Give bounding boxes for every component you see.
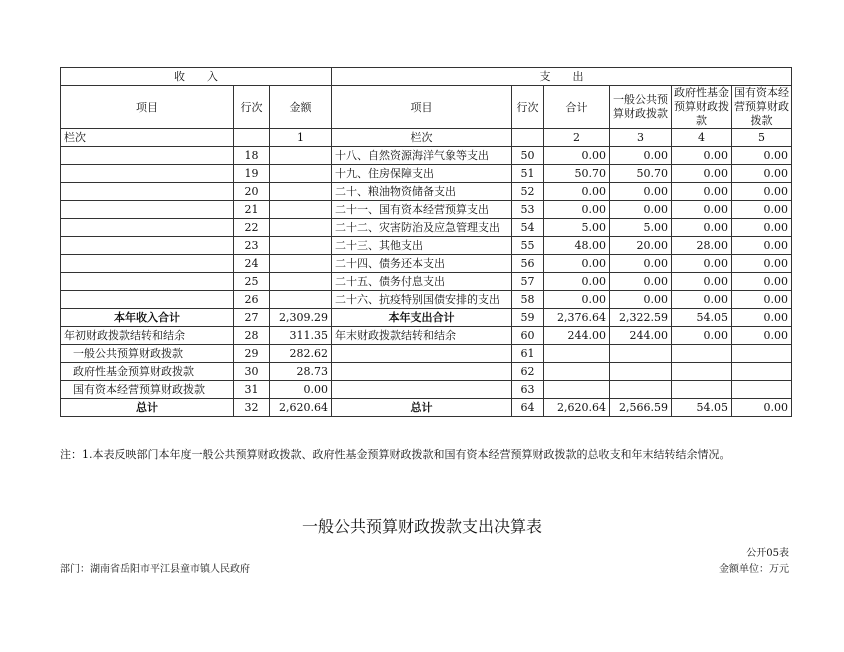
- row-total: 0.00: [544, 201, 610, 219]
- row-item-right: 二十二、灾害防治及应急管理支出: [332, 219, 512, 237]
- row-state: 0.00: [732, 183, 792, 201]
- row-fund: 0.00: [672, 255, 732, 273]
- row-fund: 0.00: [672, 201, 732, 219]
- row-state: 0.00: [732, 147, 792, 165]
- row-amount: [270, 219, 332, 237]
- row-item-right: 二十四、债务还本支出: [332, 255, 512, 273]
- row-line-left: 26: [234, 291, 270, 309]
- row-fund: 0.00: [672, 219, 732, 237]
- row-general: 0.00: [610, 147, 672, 165]
- row-general: [610, 381, 672, 399]
- row-item-right: 二十、粮油物资储备支出: [332, 183, 512, 201]
- row-state: 0.00: [732, 201, 792, 219]
- row-total: [544, 363, 610, 381]
- row-line-left: 29: [234, 345, 270, 363]
- table-row: [61, 309, 792, 327]
- row-fund: 0.00: [672, 327, 732, 345]
- header-fund: 政府性基金预算财政拨款: [672, 86, 732, 129]
- row-line-left: 20: [234, 183, 270, 201]
- row-general: 2,566.59: [610, 399, 672, 417]
- colnum-total: 2: [544, 129, 610, 147]
- table-row: [61, 255, 792, 273]
- row-item-left: 国有资本经营预算财政拨款: [61, 381, 234, 399]
- row-general: 0.00: [610, 201, 672, 219]
- row-total: 2,376.64: [544, 309, 610, 327]
- row-line-left: 24: [234, 255, 270, 273]
- row-amount: [270, 183, 332, 201]
- row-line-right: 64: [512, 399, 544, 417]
- row-total: [544, 381, 610, 399]
- expense-group-header: 支 出: [332, 68, 792, 86]
- row-amount: [270, 237, 332, 255]
- row-line-right: 57: [512, 273, 544, 291]
- row-item-left: 本年收入合计: [61, 309, 234, 327]
- fiscal-summary-table: [60, 67, 792, 417]
- row-item-right: 二十六、抗疫特别国债安排的支出: [332, 291, 512, 309]
- row-amount: [270, 291, 332, 309]
- row-item-left: [61, 273, 234, 291]
- row-fund: 0.00: [672, 291, 732, 309]
- row-item-left: 政府性基金预算财政拨款: [61, 363, 234, 381]
- table-row: [61, 327, 792, 345]
- row-item-right: [332, 345, 512, 363]
- row-fund: 54.05: [672, 399, 732, 417]
- row-total: 0.00: [544, 255, 610, 273]
- row-item-right: 二十一、国有资本经营预算支出: [332, 201, 512, 219]
- row-line-right: 60: [512, 327, 544, 345]
- row-total: 244.00: [544, 327, 610, 345]
- table-row: [61, 219, 792, 237]
- row-item-right: [332, 363, 512, 381]
- row-state: [732, 363, 792, 381]
- table-row: [61, 363, 792, 381]
- table-row: [61, 201, 792, 219]
- row-total: 0.00: [544, 183, 610, 201]
- row-item-right: 二十三、其他支出: [332, 237, 512, 255]
- row-fund: 0.00: [672, 183, 732, 201]
- row-line-right: 58: [512, 291, 544, 309]
- table-note: 注：1.本表反映部门本年度一般公共预算财政拨款、政府性基金预算财政拨款和国有资本经营预算财政拨款的总收支和年末结转结余情况。: [60, 448, 731, 461]
- row-fund: 54.05: [672, 309, 732, 327]
- table-code: 公开05表: [746, 548, 789, 559]
- row-state: 0.00: [732, 309, 792, 327]
- row-general: 50.70: [610, 165, 672, 183]
- row-fund: 28.00: [672, 237, 732, 255]
- row-amount: [270, 201, 332, 219]
- row-amount: [270, 255, 332, 273]
- row-amount: 2,620.64: [270, 399, 332, 417]
- header-line-left: 行次: [234, 86, 270, 129]
- header-item-left: 项目: [61, 86, 234, 129]
- row-general: 2,322.59: [610, 309, 672, 327]
- row-item-right: [332, 381, 512, 399]
- row-line-right: 53: [512, 201, 544, 219]
- row-line-left: 28: [234, 327, 270, 345]
- row-state: 0.00: [732, 399, 792, 417]
- row-item-right: 十八、自然资源海洋气象等支出: [332, 147, 512, 165]
- table-row: [61, 183, 792, 201]
- row-line-left: 21: [234, 201, 270, 219]
- row-general: [610, 345, 672, 363]
- row-fund: 0.00: [672, 273, 732, 291]
- table-row: [61, 399, 792, 417]
- row-item-left: [61, 291, 234, 309]
- row-amount: 0.00: [270, 381, 332, 399]
- row-state: 0.00: [732, 237, 792, 255]
- table-row: [61, 165, 792, 183]
- row-line-left: 30: [234, 363, 270, 381]
- row-amount: [270, 273, 332, 291]
- row-fund: [672, 363, 732, 381]
- row-line-right: 56: [512, 255, 544, 273]
- table-row: [61, 381, 792, 399]
- row-state: 0.00: [732, 219, 792, 237]
- row-total: 2,620.64: [544, 399, 610, 417]
- row-line-left: 32: [234, 399, 270, 417]
- row-item-left: [61, 183, 234, 201]
- row-state: 0.00: [732, 165, 792, 183]
- row-line-right: 54: [512, 219, 544, 237]
- row-fund: 0.00: [672, 165, 732, 183]
- row-line-right: 59: [512, 309, 544, 327]
- row-line-right: 50: [512, 147, 544, 165]
- row-amount: 282.62: [270, 345, 332, 363]
- table-row: [61, 291, 792, 309]
- row-general: 0.00: [610, 291, 672, 309]
- table-row: [61, 273, 792, 291]
- row-total: 48.00: [544, 237, 610, 255]
- row-fund: [672, 381, 732, 399]
- row-item-left: [61, 219, 234, 237]
- table-row: [61, 345, 792, 363]
- row-line-left: 27: [234, 309, 270, 327]
- row-amount: [270, 147, 332, 165]
- income-group-header: 收 入: [61, 68, 332, 86]
- row-state: [732, 345, 792, 363]
- row-general: 244.00: [610, 327, 672, 345]
- row-item-right: 十九、住房保障支出: [332, 165, 512, 183]
- row-total: 0.00: [544, 273, 610, 291]
- row-line-right: 51: [512, 165, 544, 183]
- row-item-right: 总计: [332, 399, 512, 417]
- row-item-left: 一般公共预算财政拨款: [61, 345, 234, 363]
- colnum-state: 5: [732, 129, 792, 147]
- header-item-right: 项目: [332, 86, 512, 129]
- header-amount: 金额: [270, 86, 332, 129]
- row-item-left: [61, 237, 234, 255]
- colnum-empty: [234, 129, 270, 147]
- row-item-left: [61, 147, 234, 165]
- header-line-right: 行次: [512, 86, 544, 129]
- row-general: 0.00: [610, 255, 672, 273]
- row-item-left: [61, 165, 234, 183]
- row-line-right: 52: [512, 183, 544, 201]
- row-line-right: 62: [512, 363, 544, 381]
- row-state: 0.00: [732, 291, 792, 309]
- row-item-right: 年末财政拨款结转和结余: [332, 327, 512, 345]
- row-amount: 2,309.29: [270, 309, 332, 327]
- row-general: [610, 363, 672, 381]
- row-general: 0.00: [610, 273, 672, 291]
- row-total: 0.00: [544, 147, 610, 165]
- department-label: 部门：湖南省岳阳市平江县童市镇人民政府: [60, 564, 250, 575]
- row-general: 5.00: [610, 219, 672, 237]
- colnum-empty: [512, 129, 544, 147]
- colnum-amount: 1: [270, 129, 332, 147]
- row-line-right: 61: [512, 345, 544, 363]
- row-general: 20.00: [610, 237, 672, 255]
- table-row: [61, 147, 792, 165]
- row-state: 0.00: [732, 255, 792, 273]
- header-total: 合计: [544, 86, 610, 129]
- colnum-fund: 4: [672, 129, 732, 147]
- row-total: 5.00: [544, 219, 610, 237]
- header-state: 国有资本经营预算财政拨款: [732, 86, 792, 129]
- row-line-left: 25: [234, 273, 270, 291]
- unit-label: 金额单位：万元: [719, 564, 789, 575]
- next-table-title: 一般公共预算财政拨款支出决算表: [301, 517, 542, 536]
- row-item-left: 年初财政拨款结转和结余: [61, 327, 234, 345]
- table-row: [61, 237, 792, 255]
- row-general: 0.00: [610, 183, 672, 201]
- colnum-label-right: 栏次: [332, 129, 512, 147]
- row-total: [544, 345, 610, 363]
- colnum-general: 3: [610, 129, 672, 147]
- row-fund: 0.00: [672, 147, 732, 165]
- header-general: 一般公共预算财政拨款: [610, 86, 672, 129]
- row-line-left: 22: [234, 219, 270, 237]
- row-total: 0.00: [544, 291, 610, 309]
- row-line-left: 19: [234, 165, 270, 183]
- row-line-left: 18: [234, 147, 270, 165]
- row-state: 0.00: [732, 273, 792, 291]
- row-amount: [270, 165, 332, 183]
- row-state: 0.00: [732, 327, 792, 345]
- colnum-label-left: 栏次: [61, 129, 234, 147]
- row-line-left: 23: [234, 237, 270, 255]
- row-line-left: 31: [234, 381, 270, 399]
- row-amount: 28.73: [270, 363, 332, 381]
- row-item-left: 总计: [61, 399, 234, 417]
- row-line-right: 63: [512, 381, 544, 399]
- row-item-right: 二十五、债务付息支出: [332, 273, 512, 291]
- row-item-left: [61, 255, 234, 273]
- row-item-right: 本年支出合计: [332, 309, 512, 327]
- row-amount: 311.35: [270, 327, 332, 345]
- row-item-left: [61, 201, 234, 219]
- row-fund: [672, 345, 732, 363]
- row-line-right: 55: [512, 237, 544, 255]
- row-state: [732, 381, 792, 399]
- row-total: 50.70: [544, 165, 610, 183]
